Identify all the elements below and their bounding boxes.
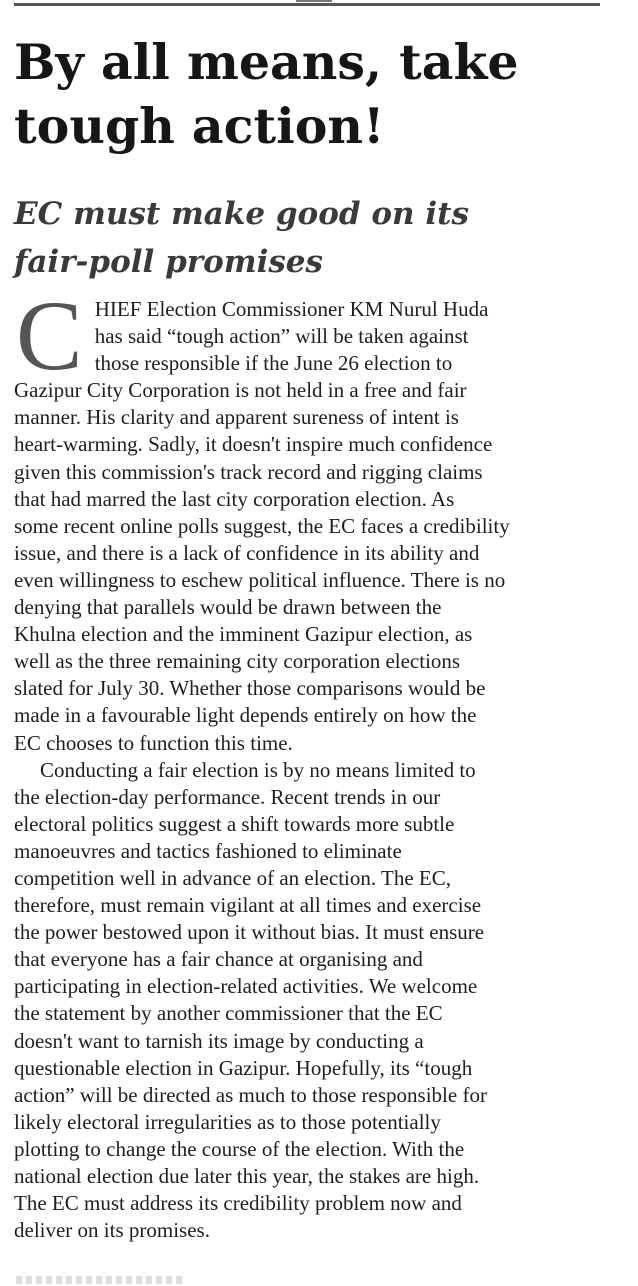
text-line: issue, and there is a lack of confidence in its ability and (14, 540, 480, 565)
text-line: Conducting a fair election is by no means limited to (40, 757, 476, 782)
paragraph-1 (14, 280, 602, 757)
text-line: Khulna election and the imminent Gazipur election, as (14, 622, 473, 647)
text-line: that had marred the last city corporation election. As (14, 486, 455, 511)
text-line: plotting to change the course of the election. With the (14, 1136, 465, 1161)
text-line: likely electoral irregularities as to those potentially (14, 1109, 441, 1134)
text-line: national election due later this year, the stakes are high. (14, 1164, 480, 1188)
text-line: heart-warming. Sadly, it doesn't inspire much confidence (14, 432, 493, 457)
text-line: the power bestowed upon it without bias. It must ensure (14, 920, 485, 945)
headline-line: By all means, take (14, 33, 519, 91)
paragraph-2 (14, 757, 602, 1245)
text-line: the election-day performance. Recent trends in our (14, 784, 441, 809)
text-line: denying that parallels would be drawn between the (14, 595, 442, 620)
subheadline-line: EC must make good on its (14, 196, 469, 232)
headline (14, 30, 624, 158)
text-line: that everyone has a fair chance at organising and (14, 947, 423, 972)
text-line: the statement by another commissioner that the EC (14, 1001, 443, 1026)
text-line: electoral politics suggest a shift towards more subtle (14, 811, 455, 836)
subheadline-line: fair-poll promises (14, 244, 323, 280)
text-line: manoeuvres and tactics fashioned to eliminate (14, 838, 402, 863)
text-line: action” will be directed as much to those responsible for (14, 1082, 487, 1107)
text-line: made in a favourable light depends entirely on how the (14, 703, 477, 728)
cropped-footer-text (16, 1276, 186, 1284)
text-line: even willingness to eschew political influence. There is no (14, 567, 506, 592)
text-line: well as the three remaining city corporation elections (14, 649, 461, 674)
text-line: therefore, must remain vigilant at all times and exercise (14, 893, 482, 918)
text-line: has said “tough action” will be taken against (94, 324, 469, 349)
subheadline (14, 190, 624, 286)
text-line: manner. His clarity and apparent sureness of intent is (14, 405, 459, 430)
text-line: Gazipur City Corporation is not held in a free and fair (14, 378, 467, 403)
top-rule-stub (296, 0, 332, 2)
text-line: The EC must address its credibility problem now and (14, 1191, 462, 1216)
text-line: some recent online polls suggest, the EC faces a credibility (14, 513, 510, 538)
text-line: questionable election in Gazipur. Hopefully, its “tough (14, 1055, 473, 1080)
text-line: slated for July 30. Whether those comparisons would be (14, 676, 486, 701)
text-line: doesn't want to tarnish its image by conducting a (14, 1028, 424, 1053)
article-body (14, 280, 602, 1244)
text-line: HIEF Election Commissioner KM Nurul Huda (94, 297, 489, 321)
text-line: given this commission's track record and rigging claims (14, 459, 483, 484)
text-line: deliver on its promises. (14, 1218, 210, 1243)
headline-line: tough action! (14, 97, 385, 155)
text-line: EC chooses to function this time. (14, 730, 293, 755)
text-line: competition well in advance of an election. The EC, (14, 865, 451, 890)
text-line: those responsible if the June 26 election to (94, 351, 453, 376)
top-rule (14, 3, 600, 6)
text-line: participating in election-related activities. We welcome (14, 974, 478, 999)
drop-cap: C (16, 280, 83, 391)
